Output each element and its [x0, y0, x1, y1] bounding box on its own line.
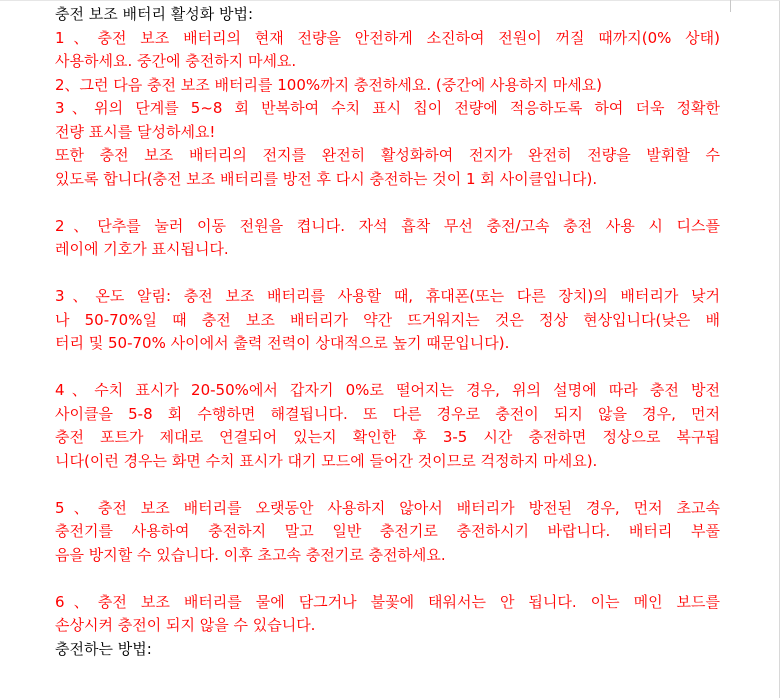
spacer: [55, 191, 720, 215]
note-4-line-3: 충전 포트가 제대로 연결되어 있는지 확인한 후 3-5 시간 충전하면 정상으로 복구됩: [55, 428, 720, 446]
note-3-line-1: 3、온도 알림: 충전 보조 배터리를 사용할 때, 휴대폰(또는 다른 장치)의 배터리가 낮거: [55, 287, 720, 305]
note-3-line-2: 나 50-70%일 때 충전 보조 배터리가 약간 뜨거워지는 것은 정상 현상입니다(낮은 배: [55, 310, 720, 329]
note-2-line-1: 2、단추를 눌러 이동 전원을 켭니다. 자석 흡착 무선 충전/고속 충전 사용 시 디스플: [55, 216, 720, 235]
document-body: [55, 3, 720, 661]
spacer: [55, 473, 720, 497]
step-3-line-1: 3、위의 단계를 5~8 회 반복하여 수치 표시 칩이 전량에 적응하도록 하여 더욱 정확한: [55, 99, 720, 117]
spacer: [55, 262, 720, 286]
note-6-line-1: 6、충전 보조 배터리를 물에 담그거나 불꽃에 태워서는 안 됩니다. 이는 메인 보드를: [55, 592, 720, 611]
note-4-line-2: 사이클을 5-8 회 수행하면 해결됩니다. 또 다른 경우로 충전이 되지 않을 경우, 먼저: [55, 404, 720, 423]
note-5-line-1: 5、충전 보조 배터리를 오랫동안 사용하지 않아서 배터리가 방전된 경우, 먼저 초고속: [55, 498, 720, 517]
step-1-line-1: 1、충전 보조 배터리의 현재 전량을 안전하게 소진하여 전원이 꺼질 때까지(0% 상태): [55, 28, 720, 47]
note-4-line-4: 니다(이런 경우는 화면 수치 표시가 대기 모드에 들어간 것이므로 걱정하지 마세요).: [55, 451, 598, 470]
note-6-line-2: 손상시켜 충전이 되지 않을 수 있습니다.: [55, 616, 316, 634]
spacer: [55, 567, 720, 591]
section-heading-activation: 충전 보조 배터리 활성화 방법:: [55, 5, 254, 23]
step-3-line-3: 또한 충전 보조 배터리의 전지를 완전히 활성화하여 전지가 완전히 전량을 발휘할 수: [55, 146, 720, 164]
top-border: [0, 0, 780, 1]
step-3-line-4: 있도록 합니다(충전 보조 배터리를 방전 후 다시 충전하는 것이 1 회 사이클입니다).: [55, 169, 598, 188]
step-1-line-2: 사용하세요. 중간에 충전하지 마세요.: [55, 52, 297, 70]
note-5-line-3: 음을 방지할 수 있습니다. 이후 초고속 충전기로 충전하세요.: [55, 545, 446, 564]
step-3-line-2: 전량 표시를 달성하세요!: [55, 122, 216, 141]
note-5-line-2: 충전기를 사용하여 충전하지 말고 일반 충전기로 충전하시기 바랍니다. 배터리 부풀: [55, 522, 720, 540]
spacer: [55, 356, 720, 380]
note-4-line-1: 4、수치 표시가 20-50%에서 갑자기 0%로 떨어지는 경우, 위의 설명에 따라 충전 방전: [55, 381, 720, 399]
note-3-line-3: 터리 및 50-70% 사이에서 출력 전력이 상대적으로 높기 때문입니다).: [55, 334, 510, 352]
note-2-line-2: 레이에 기호가 표시됩니다.: [55, 240, 229, 258]
step-2-line: 2、그런 다음 충전 보조 배터리를 100%까지 충전하세요. (중간에 사용하지 마세요): [55, 75, 603, 94]
corner-tick: [730, 0, 731, 12]
section-heading-charging: 충전하는 방법:: [55, 639, 152, 658]
